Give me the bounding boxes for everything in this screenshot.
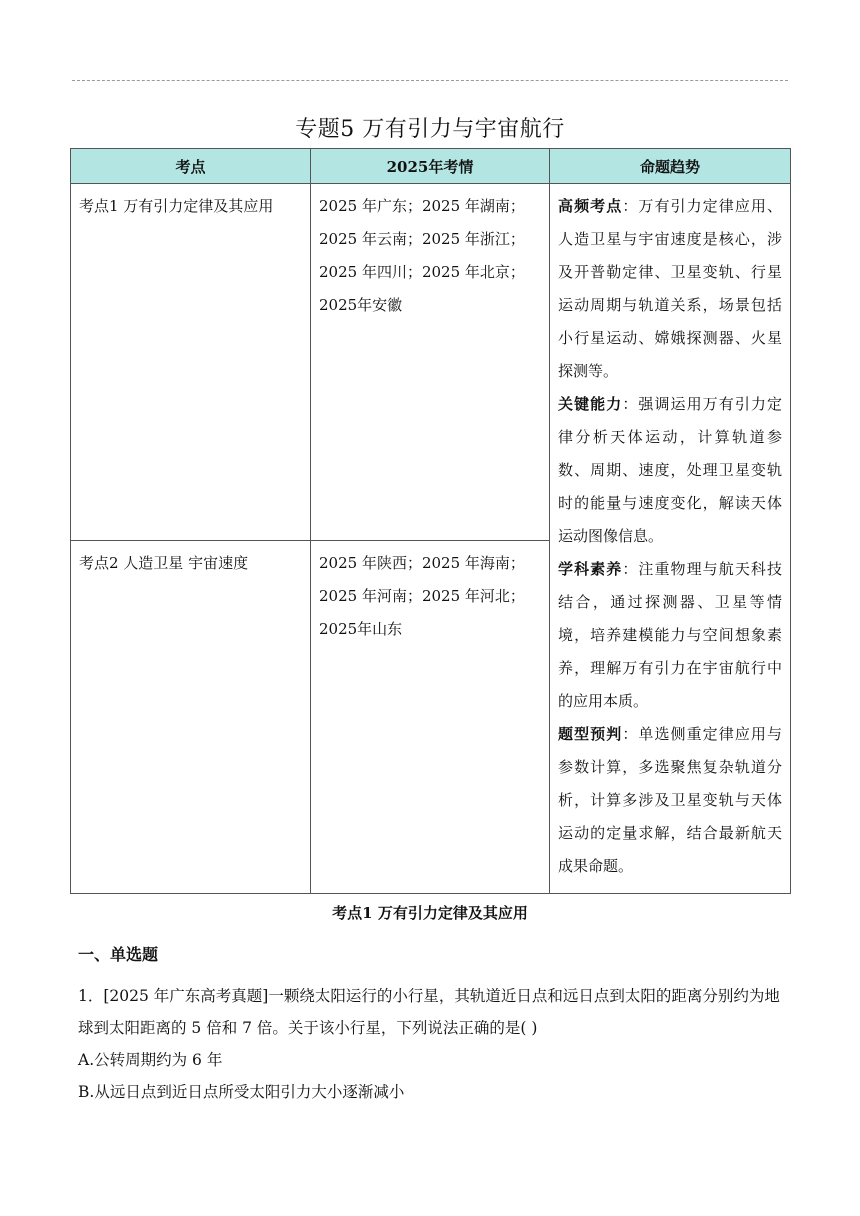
years-cell: 2025 年广东；2025 年湖南；2025 年云南；2025 年浙江；2025 年四川；2025 年北京；2025年安徽 — [311, 184, 550, 541]
section-heading: 考点1 万有引力定律及其应用 — [332, 904, 528, 922]
trend-text: ：注重物理与航天科技结合，通过探测器、卫星等情境，培养建模能力与空间想象素养，理解万有引力在宇宙航行中的应用本质。 — [558, 560, 782, 710]
col-header-topic: 考点 — [71, 149, 311, 184]
overview-table — [70, 148, 791, 894]
trend-cell — [550, 184, 791, 894]
trend-tag: 学科素养 — [558, 560, 623, 578]
option-a: A.公转周期约为 6 年 — [78, 1051, 223, 1069]
question-stem: 1．[2025 年广东高考真题]一颗绕太阳运行的小行星，其轨道近日点和远日点到太阳的距离分别约为地球到太阳距离的 5 倍和 7 倍。关于该小行星，下列说法正确的是( ) — [78, 987, 780, 1037]
trend-text: ：单选侧重定律应用与参数计算，多选聚焦复杂轨道分析，计算多涉及卫星变轨与天体运动的定量求解，结合最新航天成果命题。 — [558, 725, 782, 875]
trend-text: ：强调运用万有引力定律分析天体运动，计算轨道参数、周期、速度，处理卫星变轨时的能量与速度变化，解读天体运动图像信息。 — [558, 395, 782, 545]
page-title: 专题5 万有引力与宇宙航行 — [295, 117, 565, 142]
part-heading: 一、单选题 — [78, 945, 159, 964]
table-row — [71, 184, 791, 541]
header-rule — [72, 80, 788, 81]
table-header-row — [71, 149, 791, 184]
topic-cell: 考点1 万有引力定律及其应用 — [71, 184, 311, 541]
option-b: B.从远日点到近日点所受太阳引力大小逐渐减小 — [78, 1083, 405, 1101]
col-header-exam: 2025年考情 — [311, 149, 550, 184]
trend-tag: 题型预判 — [558, 725, 623, 743]
topic-cell: 考点2 人造卫星 宇宙速度 — [71, 541, 311, 894]
trend-tag: 关键能力 — [558, 395, 623, 413]
trend-tag: 高频考点 — [558, 197, 623, 215]
trend-text: ：万有引力定律应用、人造卫星与宇宙速度是核心，涉及开普勒定律、卫星变轨、行星运动周期与轨道关系，场景包括小行星运动、嫦娥探测器、火星探测等。 — [558, 197, 782, 380]
col-header-trend: 命题趋势 — [550, 149, 791, 184]
years-cell: 2025 年陕西；2025 年海南；2025 年河南；2025 年河北；2025年山东 — [311, 541, 550, 894]
